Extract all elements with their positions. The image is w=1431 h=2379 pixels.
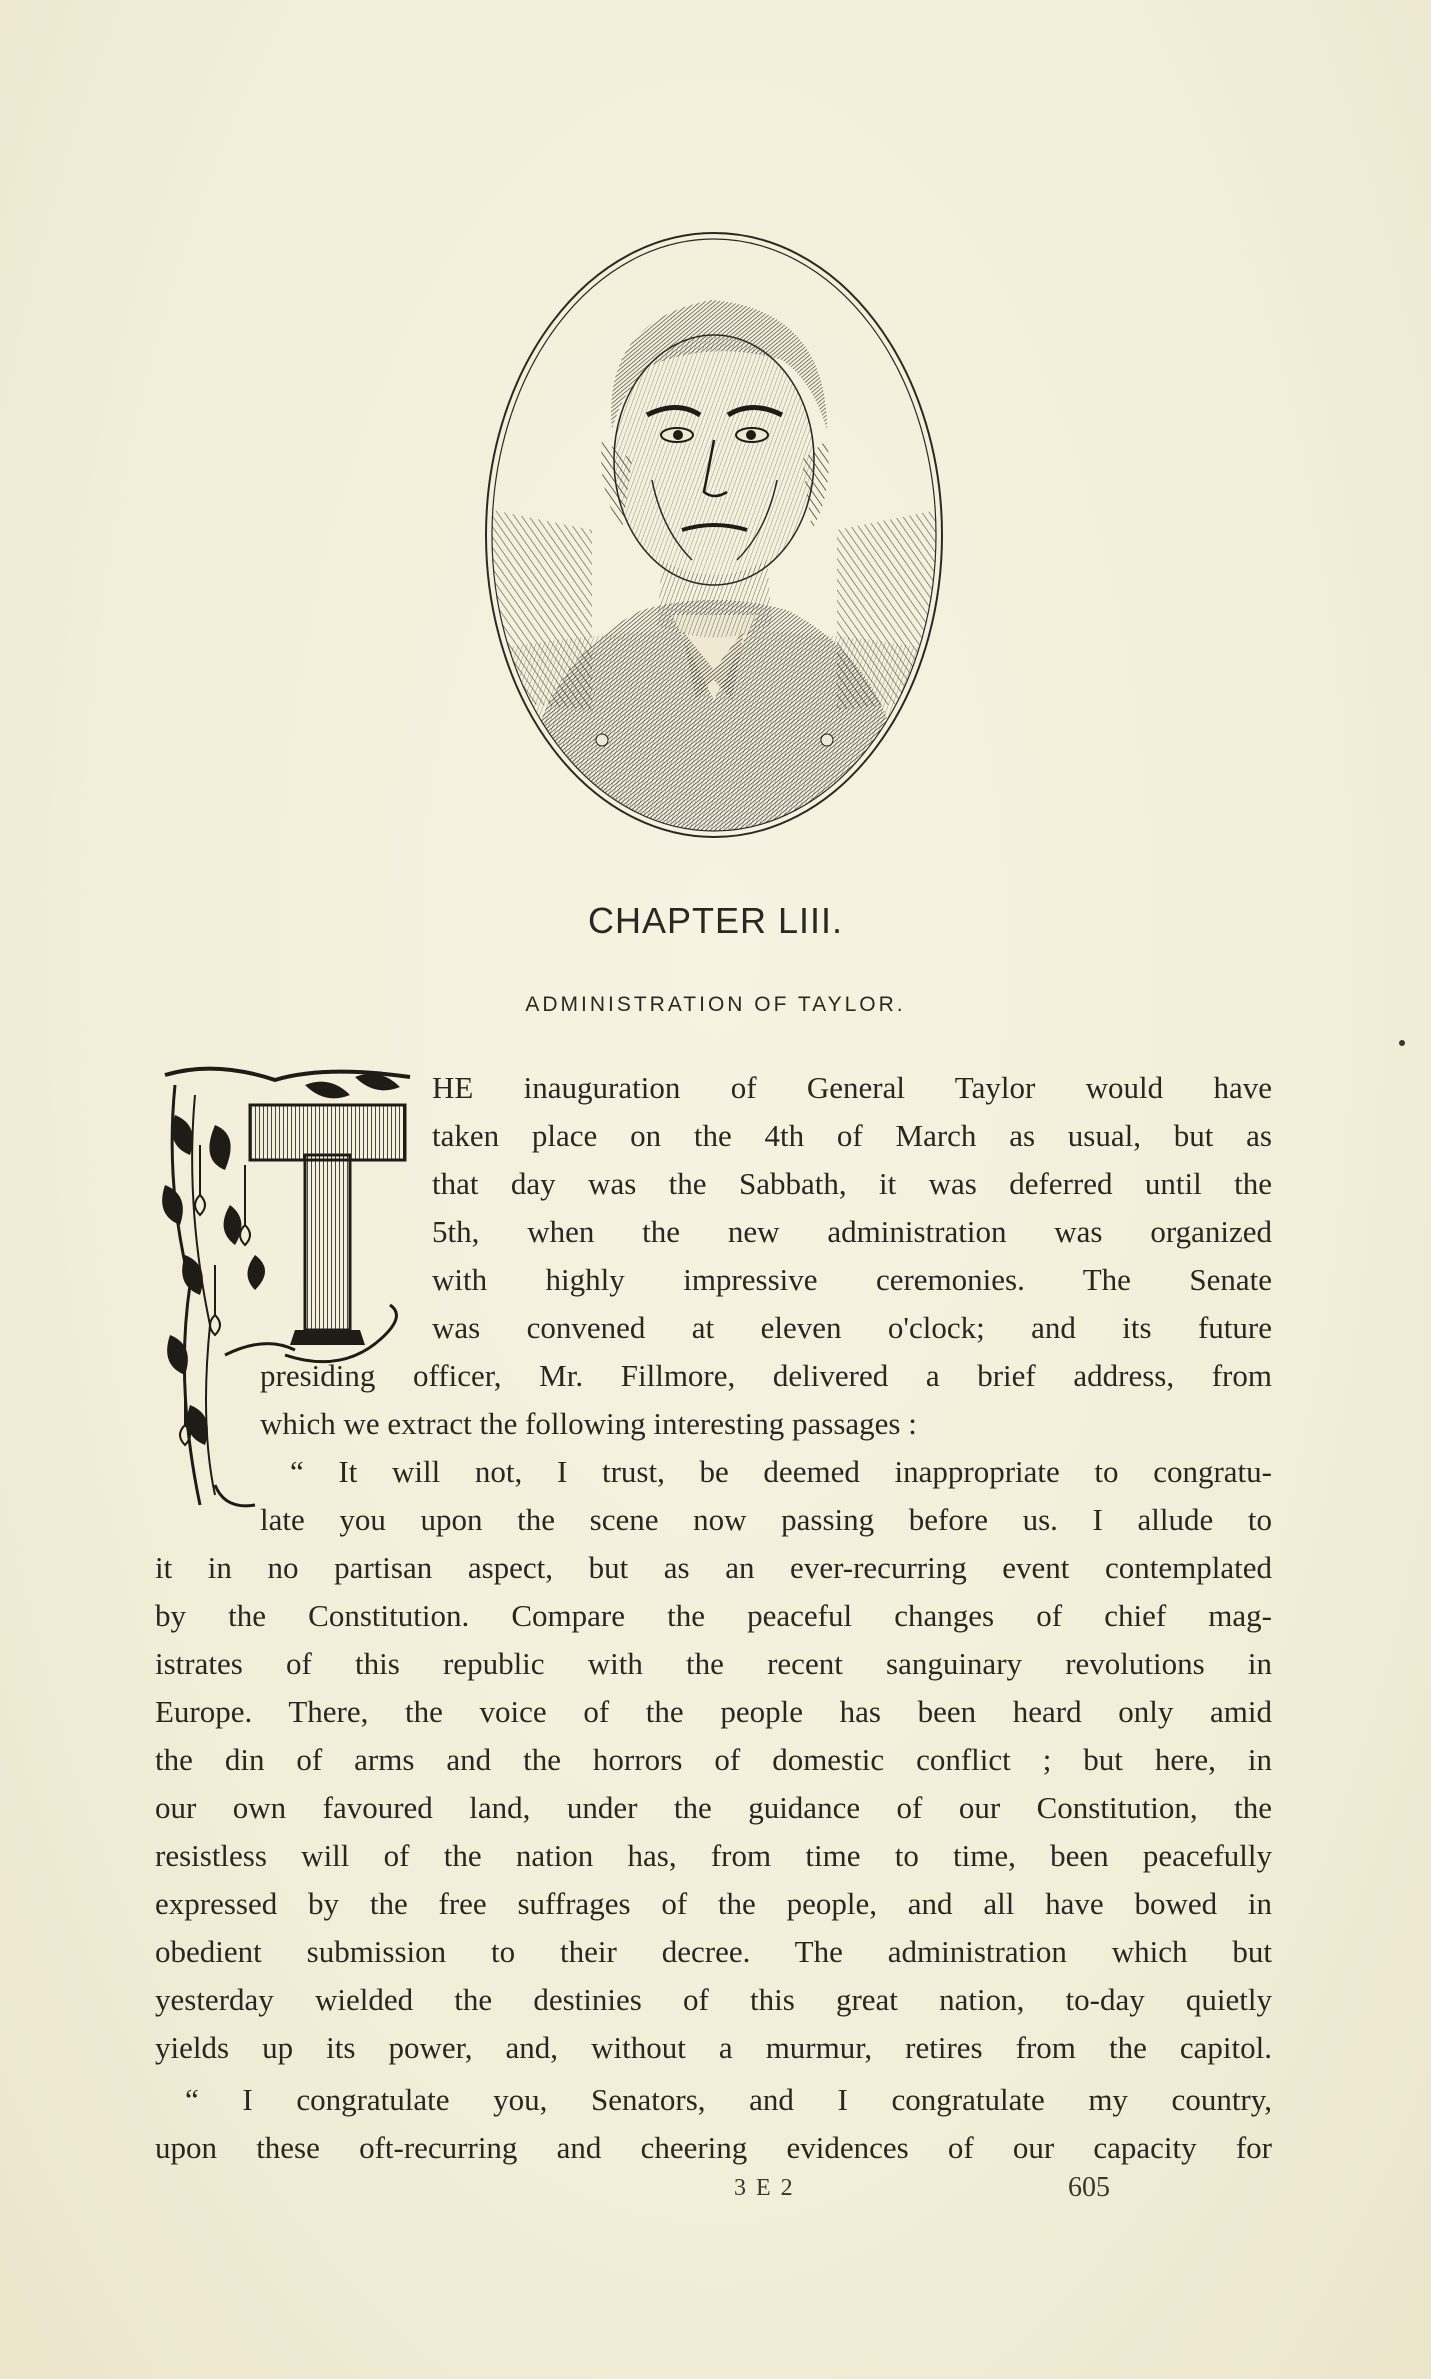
portrait-engraving <box>482 230 947 840</box>
body-line: upon these oft-recurring and cheering evidences of our capacity for <box>155 2130 1272 2165</box>
signature-mark: 3 E 2 <box>734 2175 795 2201</box>
page-number: 605 <box>1068 2172 1110 2203</box>
ink-speck <box>1399 1040 1405 1046</box>
body-line: resistless will of the nation has, from time to time, been peacefully <box>155 1838 1272 1873</box>
body-line: it in no partisan aspect, but as an ever-recurring event contemplated <box>155 1550 1272 1585</box>
body-line: that day was the Sabbath, it was deferred until the <box>432 1166 1272 1201</box>
engraved-portrait-oval-icon <box>482 230 947 840</box>
body-line: which we extract the following interesting passages : <box>260 1406 917 1441</box>
body-line: yesterday wielded the destinies of this great nation, to-day quietly <box>155 1982 1272 2017</box>
body-line: expressed by the free suffrages of the people, and all have bowed in <box>155 1886 1272 1921</box>
body-line: late you upon the scene now passing before us. I allude to <box>260 1502 1272 1537</box>
body-line: the din of arms and the horrors of domestic conflict ; but here, in <box>155 1742 1272 1777</box>
body-line: presiding officer, Mr. Fillmore, delivered a brief address, from <box>260 1358 1272 1393</box>
body-line: taken place on the 4th of March as usual, but as <box>432 1118 1272 1153</box>
body-line: our own favoured land, under the guidance of our Constitution, the <box>155 1790 1272 1825</box>
body-line: Europe. There, the voice of the people has been heard only amid <box>155 1694 1272 1729</box>
body-line: HE inauguration of General Taylor would have <box>432 1070 1272 1105</box>
body-line: yields up its power, and, without a murmur, retires from the capitol. <box>155 2030 1272 2065</box>
body-line: with highly impressive ceremonies. The Senate <box>432 1262 1272 1297</box>
body-line: istrates of this republic with the recent sanguinary revolutions in <box>155 1646 1272 1681</box>
body-line: “ I congratulate you, Senators, and I congratulate my country, <box>185 2082 1272 2117</box>
body-line: by the Constitution. Compare the peaceful changes of chief mag- <box>155 1598 1272 1633</box>
chapter-subtitle: ADMINISTRATION OF TAYLOR. <box>525 993 906 1016</box>
body-line: was convened at eleven o'clock; and its future <box>432 1310 1272 1345</box>
chapter-title: CHAPTER LIII. <box>587 900 844 941</box>
body-line: 5th, when the new administration was organized <box>432 1214 1272 1249</box>
body-line: “ It will not, I trust, be deemed inappropriate to congratu- <box>290 1454 1272 1489</box>
body-line: obedient submission to their decree. The administration which but <box>155 1934 1272 1969</box>
